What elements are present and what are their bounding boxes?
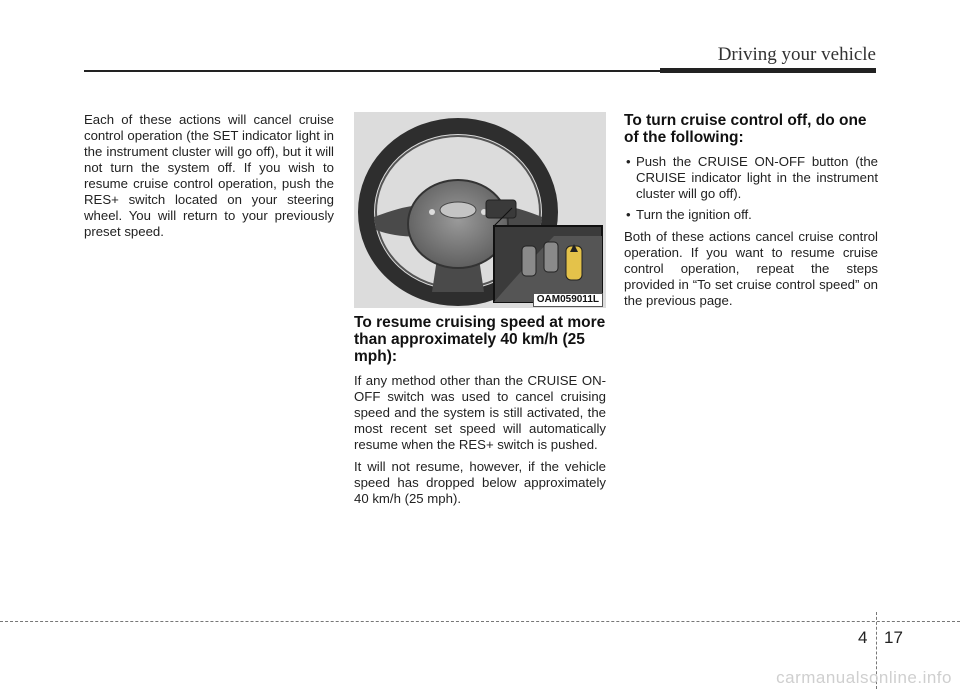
turn-off-paragraph: Both of these actions cancel cruise control operation. If you want to resume cruise control operation, repeat the steps provided in “To set cruise control speed” on the previous page. — [624, 229, 878, 308]
header-rule-thin — [84, 70, 660, 72]
list-item: • Turn the ignition off. — [624, 207, 878, 223]
steering-wheel-figure — [354, 112, 606, 308]
footer-rule — [0, 621, 960, 622]
column-right — [624, 112, 878, 315]
header-rule-thick — [660, 68, 876, 73]
resume-paragraph-2: It will not resume, however, if the vehicle speed has dropped below approximately 40 km/h (25 mph). — [354, 459, 606, 506]
section-title: Driving your vehicle — [717, 44, 876, 65]
list-item: • Push the CRUISE ON-OFF button (the CRUISE indicator light in the instrument cluster will go off). — [624, 154, 878, 202]
figure-code: OAM059011L — [533, 293, 603, 307]
resume-paragraph-1: If any method other than the CRUISE ON-OFF switch was used to cancel cruising speed and the system is still activated, the most recent set speed will automatically resume when the RES+ switch is pushed. — [354, 373, 606, 452]
cancel-paragraph: Each of these actions will cancel cruise control operation (the SET indicator light in the instrument cluster will go off), but it will not turn the system off. If you wish to resume cruise control operation, push the RES+ switch located on your steering wheel. You will return to your previously preset speed. — [84, 112, 334, 239]
turn-off-heading: To turn cruise control off, do one of the following: — [624, 112, 867, 146]
turn-off-list — [624, 154, 878, 223]
column-middle — [354, 112, 606, 513]
page-number: 17 — [884, 628, 903, 647]
watermark: carmanualsonline.info — [776, 668, 952, 687]
column-left — [84, 112, 334, 246]
chapter-number: 4 — [858, 628, 868, 647]
steering-wheel-illustration — [354, 112, 606, 308]
resume-heading: To resume cruising speed at more than approximately 40 km/h (25 mph): — [354, 314, 606, 365]
